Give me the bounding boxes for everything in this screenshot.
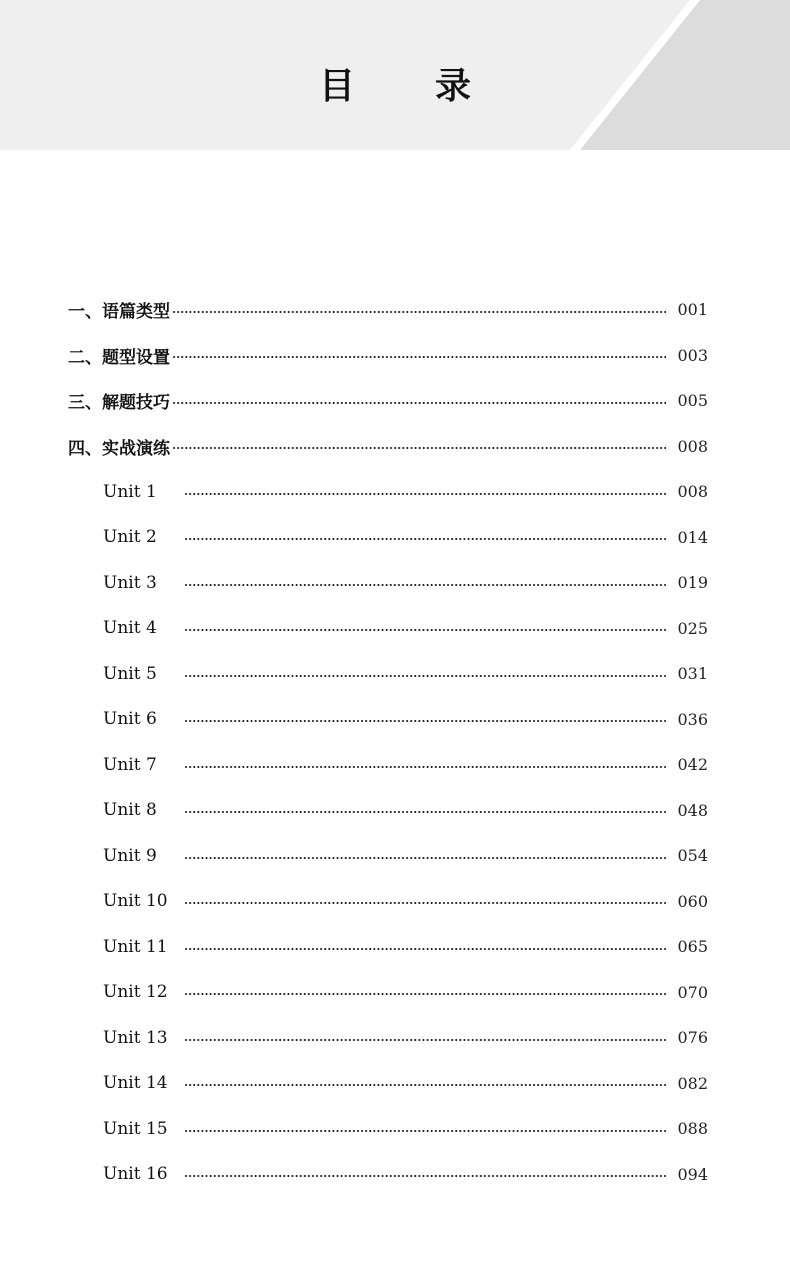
- dot-leader: [184, 993, 666, 995]
- toc-unit-row[interactable]: [68, 924, 708, 970]
- toc-unit-row[interactable]: [68, 469, 708, 515]
- toc-section-label: 一、语篇类型: [68, 302, 170, 323]
- dot-leader: [184, 1175, 666, 1177]
- toc-unit-row[interactable]: [68, 879, 708, 925]
- toc-page-number: 031: [677, 664, 708, 684]
- dot-leader: [184, 811, 666, 813]
- title-char-2: 录: [435, 66, 472, 107]
- table-of-contents: [68, 287, 708, 1197]
- dot-leader: [172, 356, 666, 358]
- toc-unit-label: Unit 1: [103, 481, 157, 502]
- toc-page-number: 005: [677, 391, 708, 411]
- toc-unit-row[interactable]: [68, 560, 708, 606]
- toc-unit-row[interactable]: [68, 970, 708, 1016]
- toc-unit-row[interactable]: [68, 651, 708, 697]
- toc-page-number: 014: [677, 527, 708, 547]
- dot-leader: [172, 402, 666, 404]
- toc-page-number: 060: [677, 891, 708, 911]
- toc-unit-label: Unit 2: [103, 527, 157, 548]
- toc-unit-label: Unit 9: [103, 845, 157, 866]
- toc-page-number: 088: [677, 1119, 708, 1139]
- toc-section-row[interactable]: [68, 287, 708, 333]
- toc-section-label: 二、题型设置: [68, 347, 170, 368]
- dot-leader: [184, 766, 666, 768]
- toc-page-number: 001: [677, 300, 708, 320]
- toc-unit-label: Unit 7: [103, 754, 157, 775]
- toc-unit-row[interactable]: [68, 515, 708, 561]
- toc-unit-label: Unit 10: [103, 891, 168, 912]
- toc-section-row[interactable]: [68, 378, 708, 424]
- toc-page-number: 036: [677, 709, 708, 729]
- toc-unit-row[interactable]: [68, 742, 708, 788]
- dot-leader: [184, 1039, 666, 1041]
- toc-page-number: 076: [677, 1028, 708, 1048]
- toc-unit-label: Unit 8: [103, 800, 157, 821]
- toc-unit-label: Unit 15: [103, 1118, 168, 1139]
- toc-page-number: 082: [677, 1073, 708, 1093]
- toc-page-number: 054: [677, 846, 708, 866]
- page-title: [0, 58, 790, 109]
- dot-leader: [184, 675, 666, 677]
- toc-unit-row[interactable]: [68, 833, 708, 879]
- toc-page-number: 065: [677, 937, 708, 957]
- toc-page-number: 008: [677, 436, 708, 456]
- toc-unit-row[interactable]: [68, 1015, 708, 1061]
- toc-unit-label: Unit 14: [103, 1073, 168, 1094]
- toc-page-number: 025: [677, 618, 708, 638]
- toc-unit-row[interactable]: [68, 1152, 708, 1198]
- toc-unit-row[interactable]: [68, 697, 708, 743]
- title-char-1: 目: [318, 66, 355, 107]
- toc-section-label: 三、解题技巧: [68, 393, 170, 414]
- toc-section-row[interactable]: [68, 424, 708, 470]
- toc-unit-label: Unit 3: [103, 572, 157, 593]
- toc-unit-row[interactable]: [68, 1061, 708, 1107]
- dot-leader: [184, 1084, 666, 1086]
- dot-leader: [184, 902, 666, 904]
- toc-page-number: 094: [677, 1164, 708, 1184]
- toc-unit-label: Unit 12: [103, 982, 168, 1003]
- toc-page-number: 070: [677, 982, 708, 1002]
- dot-leader: [184, 1130, 666, 1132]
- toc-section-row[interactable]: [68, 333, 708, 379]
- toc-unit-label: Unit 5: [103, 663, 157, 684]
- toc-unit-label: Unit 11: [103, 936, 168, 957]
- dot-leader: [184, 857, 666, 859]
- dot-leader: [184, 584, 666, 586]
- toc-unit-label: Unit 6: [103, 709, 157, 730]
- toc-unit-row[interactable]: [68, 788, 708, 834]
- dot-leader: [184, 720, 666, 722]
- toc-page-number: 048: [677, 800, 708, 820]
- toc-page-number: 008: [677, 482, 708, 502]
- dot-leader: [172, 447, 666, 449]
- dot-leader: [184, 493, 666, 495]
- toc-page-number: 019: [677, 573, 708, 593]
- toc-unit-label: Unit 4: [103, 618, 157, 639]
- toc-unit-row[interactable]: [68, 606, 708, 652]
- toc-unit-row[interactable]: [68, 1106, 708, 1152]
- dot-leader: [184, 948, 666, 950]
- toc-page-number: 042: [677, 755, 708, 775]
- toc-unit-label: Unit 13: [103, 1027, 168, 1048]
- dot-leader: [184, 538, 666, 540]
- dot-leader: [172, 311, 666, 313]
- toc-page-number: 003: [677, 345, 708, 365]
- dot-leader: [184, 629, 666, 631]
- toc-section-label: 四、实战演练: [68, 438, 170, 459]
- toc-unit-label: Unit 16: [103, 1164, 168, 1185]
